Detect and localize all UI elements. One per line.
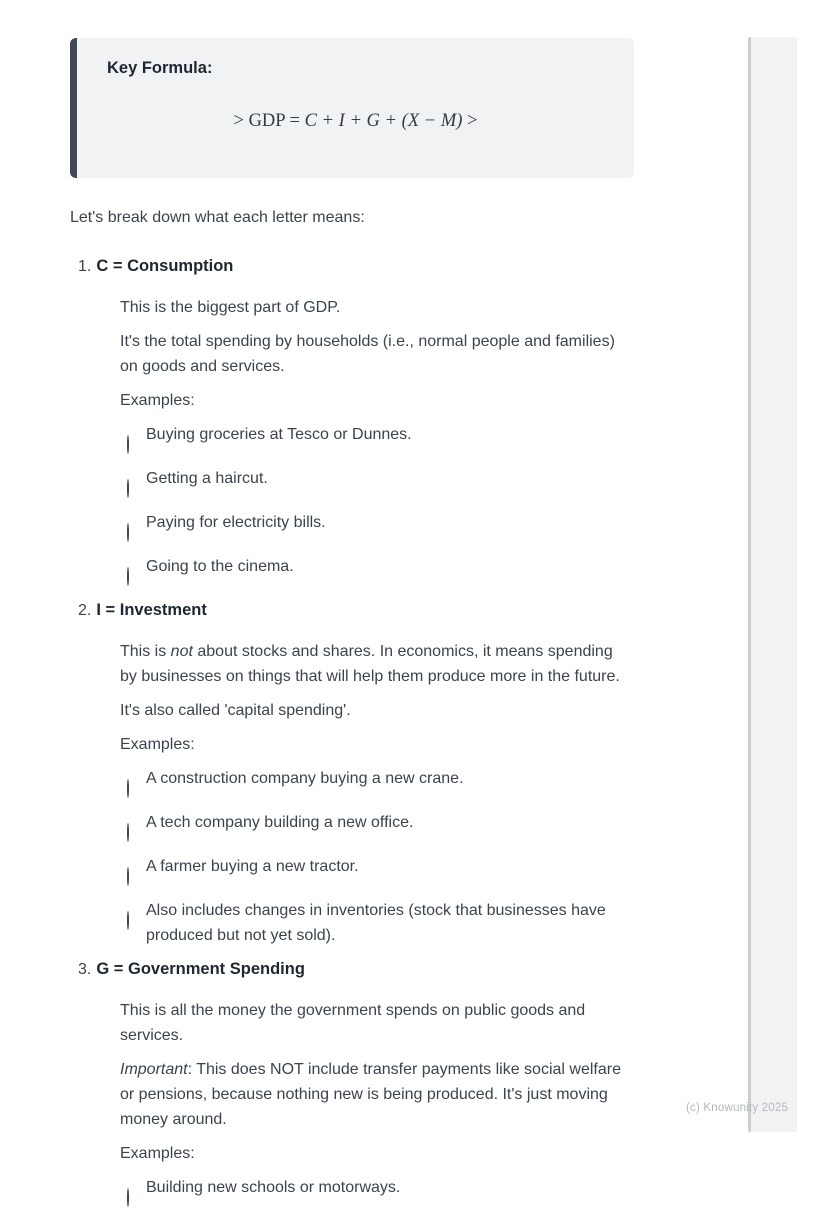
bullet-icon (101, 388, 120, 413)
sub-bullet-item (70, 422, 634, 457)
bullet-item (70, 329, 634, 379)
section-investment (70, 598, 634, 948)
circle-bullet-icon (127, 554, 146, 589)
sub-bullet-item (70, 810, 634, 845)
section-consumption (70, 254, 634, 589)
sub-bullet-text: Paying for electricity bills. (146, 514, 326, 531)
bullet-icon (101, 1141, 120, 1166)
circle-bullet-icon (127, 1175, 146, 1210)
bullet-icon (101, 998, 120, 1048)
section-number: 2. (78, 602, 92, 619)
bullet-text: This is the biggest part of GDP. (120, 299, 341, 316)
sub-bullet-item (70, 898, 634, 948)
bullet-text: It's also called 'capital spending'. (120, 702, 351, 719)
gdp-formula (107, 111, 604, 132)
bullet-text: Important: This does NOT include transfer payments like social welfare or pensions, because nothing new is being produced. It's just moving money around. (120, 1061, 621, 1128)
sub-bullet-list (70, 766, 634, 948)
bullet-item (70, 698, 634, 723)
bullet-text: Examples: (120, 392, 195, 409)
bullet-item (70, 1057, 634, 1132)
intro-paragraph: Let's break down what each letter means: (70, 209, 365, 226)
sub-bullet-item (70, 766, 634, 801)
sub-bullet-item (70, 1175, 634, 1210)
sub-bullet-item (70, 510, 634, 545)
section-heading-text: I = Investment (96, 601, 207, 619)
section-government-spending (70, 957, 634, 1210)
circle-bullet-icon (127, 766, 146, 801)
knowunity-watermark: (c) Knowunity 2025 (686, 1102, 789, 1114)
bullet-text: Examples: (120, 1145, 195, 1162)
sub-bullet-list (70, 1175, 634, 1210)
bullet-item (70, 639, 634, 689)
document-page (70, 38, 634, 1219)
sub-bullet-text: Buying groceries at Tesco or Dunnes. (146, 426, 412, 443)
formula-suffix: > (462, 111, 478, 131)
sub-bullet-text: Also includes changes in inventories (stock that businesses have produced but not yet sold). (146, 902, 606, 944)
sub-bullet-text: Getting a haircut. (146, 470, 268, 487)
bullet-text: Examples: (120, 736, 195, 753)
sub-bullet-item (70, 854, 634, 889)
bullet-item (70, 1141, 634, 1166)
bullet-icon (101, 295, 120, 320)
bullet-list (70, 639, 634, 948)
section-number: 1. (78, 258, 92, 275)
key-formula-callout (70, 38, 634, 178)
circle-bullet-icon (127, 898, 146, 948)
bullet-item (70, 295, 634, 320)
bullet-list (70, 998, 634, 1210)
bullet-list (70, 295, 634, 589)
next-page-edge (748, 37, 797, 1132)
sub-bullet-item (70, 554, 634, 589)
sub-bullet-text: Going to the cinema. (146, 558, 294, 575)
circle-bullet-icon (127, 422, 146, 457)
section-heading (70, 598, 634, 623)
bullet-icon (101, 329, 120, 379)
bullet-text: This is not about stocks and shares. In economics, it means spending by businesses on things that will help them produce more in the future. (120, 643, 620, 685)
circle-bullet-icon (127, 810, 146, 845)
callout-title: Key Formula: (107, 59, 213, 77)
section-number: 3. (78, 961, 92, 978)
sub-bullet-text: Building new schools or motorways. (146, 1179, 401, 1196)
bullet-item (70, 998, 634, 1048)
section-heading (70, 957, 634, 982)
sub-bullet-list (70, 422, 634, 589)
sub-bullet-text: A tech company building a new office. (146, 814, 414, 831)
bullet-icon (101, 698, 120, 723)
section-heading (70, 254, 634, 279)
section-heading-text: C = Consumption (96, 257, 234, 275)
sub-bullet-text: A construction company buying a new crane. (146, 770, 464, 787)
section-heading-text: G = Government Spending (96, 960, 305, 978)
sub-bullet-text: A farmer buying a new tractor. (146, 858, 359, 875)
circle-bullet-icon (127, 854, 146, 889)
bullet-icon (101, 1057, 120, 1132)
sub-bullet-item (70, 466, 634, 501)
bullet-text: It's the total spending by households (i.e., normal people and families) on goods and services. (120, 333, 615, 375)
bullet-icon (101, 732, 120, 757)
bullet-icon (101, 639, 120, 689)
circle-bullet-icon (127, 466, 146, 501)
bullet-item (70, 732, 634, 757)
bullet-item (70, 388, 634, 413)
formula-prefix: > GDP = (233, 111, 305, 131)
formula-expression: C + I + G + (X − M) (304, 111, 463, 131)
circle-bullet-icon (127, 510, 146, 545)
bullet-text: This is all the money the government spends on public goods and services. (120, 1002, 586, 1044)
